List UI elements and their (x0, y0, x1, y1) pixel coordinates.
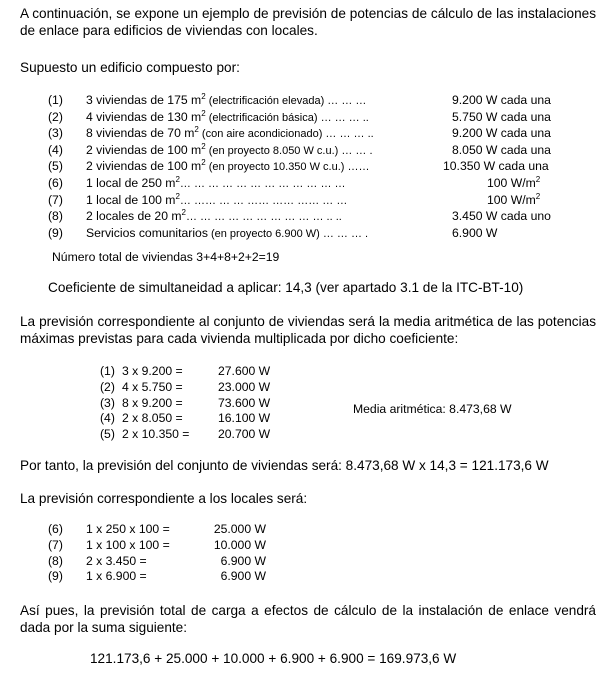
calc-row (48, 522, 266, 538)
calc-num: (6) (48, 522, 63, 536)
item-value: 9.200 W cada una (452, 93, 551, 107)
item-row (48, 176, 551, 193)
item-value: 8.050 W cada una (452, 142, 551, 157)
calc-num: (8) (48, 553, 63, 568)
calc-row (48, 569, 266, 585)
item-num: (5) (48, 159, 63, 174)
item-value: 100 $W/m^2$ (487, 191, 541, 207)
total-viviendas: Número total de viviendas 3+4+8+2+2=19 (52, 250, 280, 264)
item-num: (1) (48, 93, 63, 107)
calc-num: (7) (48, 537, 63, 552)
item-value: 6.900 W (452, 225, 498, 240)
item-num: (7) (48, 192, 63, 207)
item-num: (3) (48, 126, 63, 141)
calc-expr: 4 x 5.750 = (122, 379, 183, 394)
calc-result: 20.700 W (218, 427, 271, 442)
item-row (48, 193, 551, 210)
item-value: 5.750 W cada una (452, 109, 551, 124)
calc-num: (5) (100, 427, 115, 442)
calc-expr: 2 x 3.450 = (86, 553, 147, 568)
item-description: 4 viviendas de 130 $m^2$ (electrificación básica) … … … .. (86, 108, 369, 124)
suma-final: 121.173,6 + 25.000 + 10.000 + 6.900 + 6.900 = 169.973,6 W (90, 651, 457, 666)
calc-num: (9) (48, 569, 63, 584)
item-description: 2 viviendas de 100 $m^2$ (en proyecto 8.050 W c.u.) … … . (86, 141, 373, 157)
item-description: 8 viviendas de 70 $m^2$ (con aire acondicionado) … … … .. (86, 125, 374, 141)
item-description: 2 viviendas de 100 $m^2$ (en proyecto 10.350 W c.u.) …… (86, 158, 370, 174)
item-row (48, 209, 551, 226)
item-value: 9.200 W cada una (452, 126, 551, 141)
calc-result: 6.900 W (220, 569, 266, 584)
calc-row (100, 427, 270, 443)
calc-result: 25.000 W (213, 522, 266, 536)
coeficiente-simultaneidad: Coeficiente de simultaneidad a aplicar: 14,3 (ver apartado 3.1 de la ITC-BT-10) (48, 280, 524, 295)
por-tanto-paragraph: Por tanto, la previsión del conjunto de viviendas será: 8.473,68 W x 14,3 = 121.173,6 W (20, 458, 549, 473)
calc-expr: 1 x 250 x 100 = (86, 522, 170, 536)
calc-expr: 3 x 9.200 = (122, 364, 183, 378)
calc-row (48, 538, 266, 554)
calc-expr: 1 x 100 x 100 = (86, 537, 170, 552)
intro-paragraph: A continuación, se expone un ejemplo de previsión de potencias de cálculo de las instalaciones de enlace para edificios de viviendas con locales. (20, 6, 596, 38)
prevision-viviendas-paragraph: La previsión correspondiente al conjunto de viviendas será la media aritmética de las potencias máximas previstas para cada vivienda multiplicada por dicho coeficiente: (20, 314, 596, 346)
calc-row (100, 364, 270, 380)
item-description: 1 local de 250 $m^2\dots$ … … … … … … … … … … … (86, 174, 346, 190)
calc-row (48, 554, 266, 570)
item-num: (2) (48, 109, 63, 124)
item-num: (6) (48, 175, 63, 190)
calc-row (100, 396, 270, 412)
calc-expr: 2 x 10.350 = (122, 427, 190, 442)
calc-result: 27.600 W (218, 364, 271, 378)
supuesto-heading: Supuesto un edificio compuesto por: (20, 60, 240, 75)
item-description: 1 local de 100 $m^2\dots$ …… … … …… …… …… … … (86, 191, 348, 207)
calc-locales-table (48, 522, 266, 585)
item-row (48, 143, 551, 160)
calc-row (100, 380, 270, 396)
item-row (48, 110, 551, 127)
calc-result: 23.000 W (218, 379, 271, 394)
item-description: 3 viviendas de 175 $m^2$ (electrificación elevada) … … … (86, 92, 367, 107)
calc-expr: 2 x 8.050 = (122, 411, 183, 426)
item-value: 10.350 W cada una (443, 159, 549, 174)
calc-result: 10.000 W (213, 537, 266, 552)
item-description: 2 locales de 20 $m^2\dots$ … … … … … … … … … .. .. (86, 208, 342, 224)
item-num: (4) (48, 142, 63, 157)
calc-expr: 1 x 6.900 = (86, 569, 147, 584)
item-row (48, 226, 551, 243)
item-row (48, 93, 551, 110)
prevision-locales-heading: La previsión correspondiente a los locales será: (20, 491, 308, 506)
calc-row (100, 411, 270, 427)
calc-num: (4) (100, 411, 115, 426)
media-aritmetica: Media aritmética: 8.473,68 W (353, 402, 512, 416)
calc-result: 16.100 W (218, 411, 271, 426)
items-table (48, 93, 551, 242)
calc-num: (1) (100, 364, 115, 378)
item-num: (9) (48, 225, 63, 240)
item-value: 100 $W/m^2$ (487, 174, 541, 190)
calc-result: 6.900 W (220, 553, 266, 568)
calc-result: 73.600 W (218, 395, 271, 410)
item-value: 3.450 W cada uno (452, 209, 551, 224)
item-description: Servicios comunitarios (en proyecto 6.900 W) … … … . (86, 225, 369, 240)
calc-expr: 8 x 9.200 = (122, 395, 183, 410)
item-row (48, 126, 551, 143)
item-num: (8) (48, 209, 63, 224)
calc-num: (2) (100, 379, 115, 394)
calc-num: (3) (100, 395, 115, 410)
asi-pues-paragraph: Así pues, la previsión total de carga a efectos de cálculo de la instalación de enlace vendrá dada por la suma siguiente: (20, 603, 596, 635)
item-row (48, 159, 551, 176)
calc-viviendas-table (100, 364, 270, 443)
